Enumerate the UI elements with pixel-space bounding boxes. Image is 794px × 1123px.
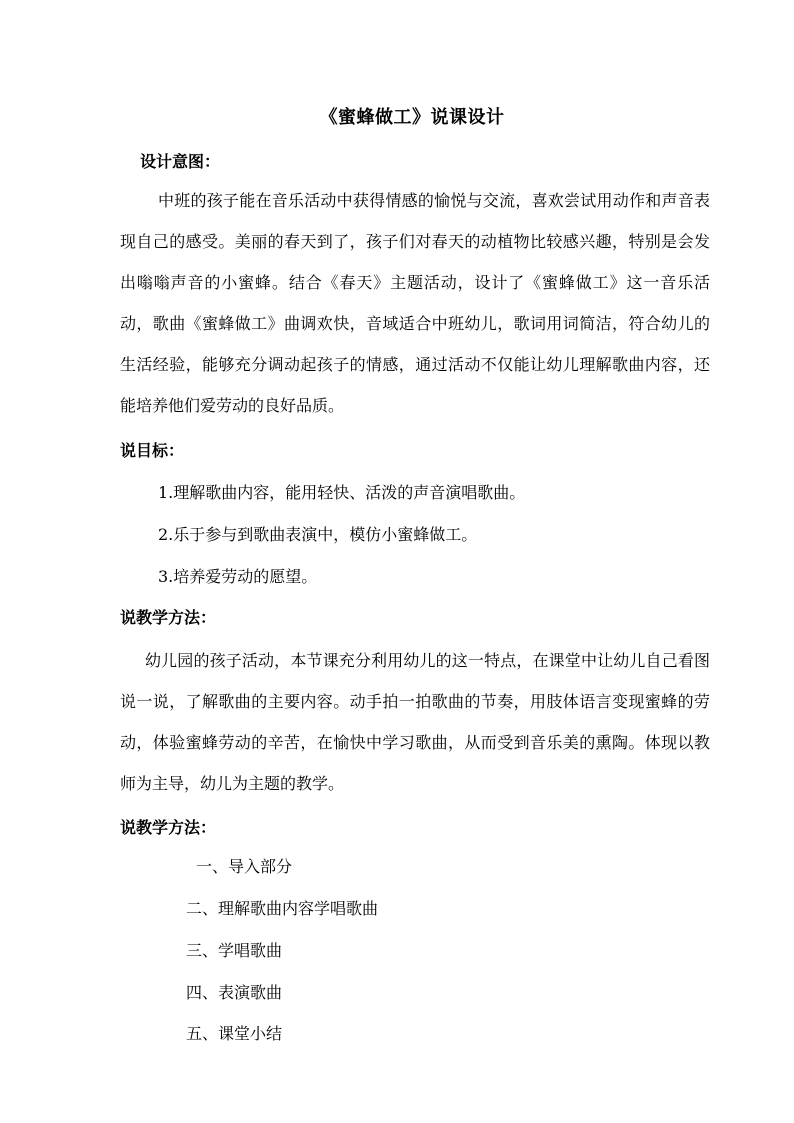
intent-heading: 设计意图： (140, 152, 221, 171)
process-heading: 说教学方法： (120, 818, 217, 837)
method-heading: 说教学方法： (120, 608, 217, 627)
process-step-4: 四、表演歌曲 (186, 983, 283, 1002)
page-title: 《蜜蜂做工》说课设计 (319, 107, 505, 128)
intent-paragraph: 中班的孩子能在音乐活动中获得情感的愉悦与交流，喜欢尝试用动作和声音表现自己的感受。美丽的春天到了，孩子们对春天的动植物比较感兴趣，特别是会发出嗡嗡声音的小蜜蜂。结合《春天》主题活动，设计了《蜜蜂做工》这一音乐活动，歌曲《蜜蜂做工》曲调欢快，音域适合中班幼儿，歌词用词简洁，符合幼儿的生活经验，能够充分调动起孩子的情感，通过活动不仅能让幼儿理解歌曲内容，还能培养他们爱劳动的良好品质。 (120, 191, 710, 415)
goal-item-3: 3.培养爱劳动的愿望。 (158, 567, 318, 586)
process-step-1: 一、导入部分 (196, 857, 293, 876)
process-step-3: 三、学唱歌曲 (186, 941, 283, 960)
goal-item-2: 2.乐于参与到歌曲表演中，模仿小蜜蜂做工。 (158, 525, 478, 544)
process-step-5: 五、课堂小结 (186, 1024, 283, 1043)
method-paragraph: 幼儿园的孩子活动，本节课充分利用幼儿的这一特点，在课堂中让幼儿自己看图说一说，了解歌曲的主要内容。动手拍一拍歌曲的节奏，用肢体语言变现蜜蜂的劳动，体验蜜蜂劳动的辛苦，在愉快中学习歌曲，从而受到音乐美的熏陶。体现以教师为主导，幼儿为主题的教学。 (120, 651, 710, 793)
goal-item-1: 1.理解歌曲内容，能用轻快、活泼的声音演唱歌曲。 (158, 483, 526, 502)
goals-heading: 说目标： (120, 441, 185, 460)
process-step-2: 二、理解歌曲内容学唱歌曲 (186, 899, 379, 918)
